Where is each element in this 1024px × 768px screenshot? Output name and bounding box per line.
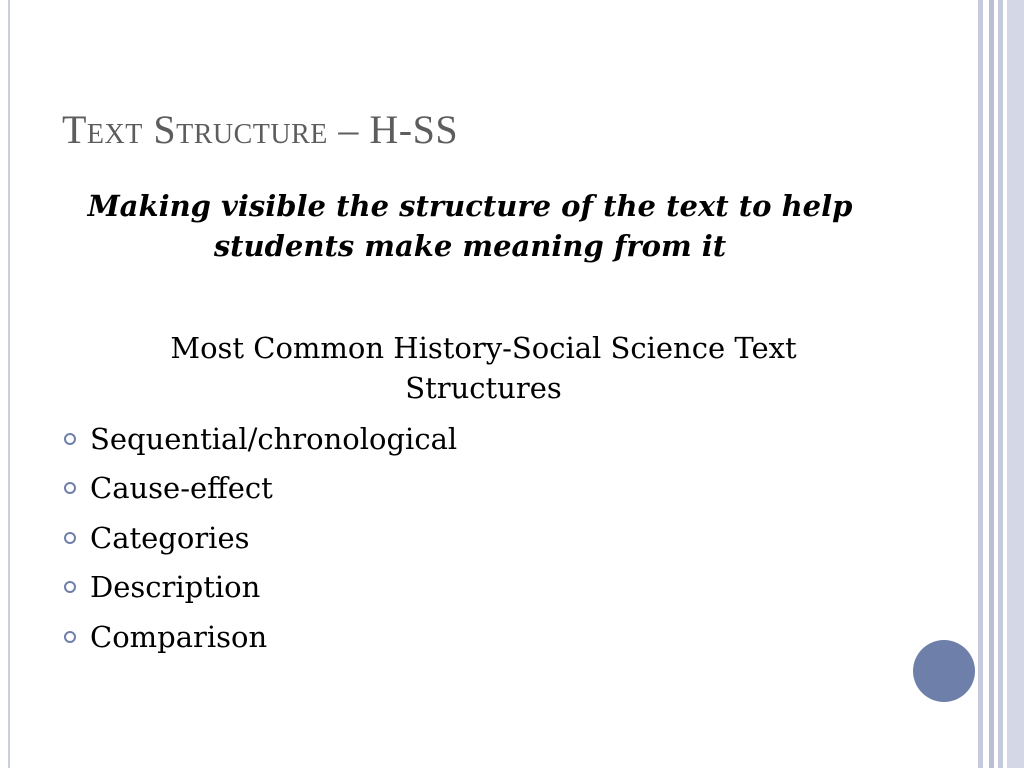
list-heading: Most Common History-Social Science Text Structures [170, 331, 797, 405]
left-border-line [8, 0, 10, 768]
list-item-label: Comparison [90, 619, 268, 654]
list-item-label: Description [90, 570, 261, 605]
list-item-label: Categories [90, 520, 250, 555]
bullet-icon [64, 532, 76, 544]
bullet-icon [64, 482, 76, 494]
bullet-icon [64, 433, 76, 445]
list-item [62, 414, 457, 464]
list-item-label: Sequential/chronological [90, 421, 458, 456]
list-item-label: Cause-effect [90, 471, 273, 506]
bullet-icon [64, 581, 76, 593]
bullet-icon [64, 631, 76, 643]
decorative-circle [913, 640, 975, 702]
list-item [62, 612, 457, 662]
list-item [62, 563, 457, 613]
list-item [62, 464, 457, 514]
slide-title: Text Structure – H-SS [62, 107, 459, 152]
list-item [62, 513, 457, 563]
slide-subtitle: Making visible the structure of the text to help students make meaning from it [87, 189, 853, 263]
bullet-list [62, 414, 457, 662]
right-border-band [1007, 0, 1024, 768]
